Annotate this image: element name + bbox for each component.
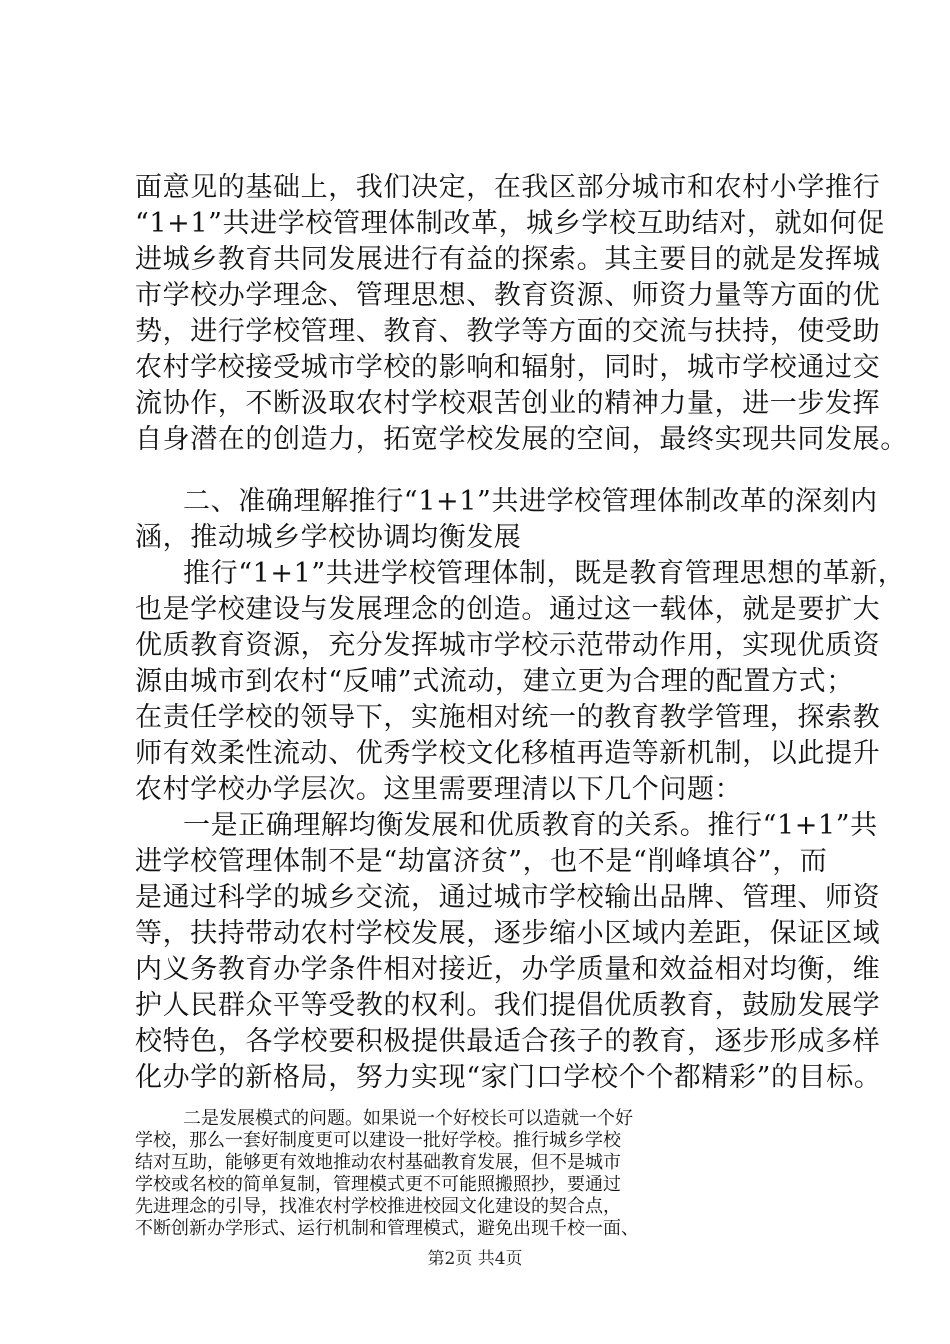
page-footer: 第2页 共4页 [427, 1249, 523, 1269]
paragraph-line: 源由城市到农村“反哺”式流动，建立更为合理的配置方式； [135, 666, 854, 697]
paragraph-line: 师有效柔性流动、优秀学校文化移植再造等新机制，以此提升 [135, 738, 881, 769]
paragraph-line: 化办学的新格局，努力实现“家门口学校个个都精彩”的目标。 [135, 1062, 882, 1093]
paragraph-line: 进学校管理体制不是“劫富济贫”，也不是“削峰填谷”，而 [135, 846, 828, 877]
paragraph-line: 一是正确理解均衡发展和优质教育的关系。推行“1+1”共 [183, 810, 878, 841]
paragraph-line: 护人民群众平等受教的权利。我们提倡优质教育，鼓励发展学 [135, 990, 881, 1021]
paragraph-line: 等，扶持带动农村学校发展，逐步缩小区域内差距，保证区域 [135, 918, 881, 949]
paragraph-line: 流协作，不断汲取农村学校艰苦创业的精神力量，进一步发挥 [135, 388, 881, 419]
paragraph-line: 先进理念的引导，找准农村学校推进校园文化建设的契合点， [135, 1196, 621, 1217]
paragraph-line: 势，进行学校管理、教育、教学等方面的交流与扶持，使受助 [135, 316, 881, 347]
paragraph-line: 也是学校建设与发展理念的创造。通过这一载体，就是要扩大 [135, 594, 881, 625]
paragraph-line: 面意见的基础上，我们决定，在我区部分城市和农村小学推行 [135, 172, 881, 203]
paragraph-line: 农村学校接受城市学校的影响和辐射，同时，城市学校通过交 [135, 352, 881, 383]
paragraph-line: “1+1”共进学校管理体制改革，城乡学校互助结对，就如何促 [135, 208, 885, 239]
paragraph-line: 内义务教育办学条件相对接近，办学质量和效益相对均衡，维 [135, 954, 881, 985]
section-heading-line: 涵，推动城乡学校协调均衡发展 [135, 522, 522, 553]
section-heading-line: 二、准确理解推行“1+1”共进学校管理体制改革的深刻内 [183, 486, 878, 517]
paragraph-line: 是通过科学的城乡交流，通过城市学校输出品牌、管理、师资 [135, 882, 881, 913]
paragraph-line: 在责任学校的领导下，实施相对统一的教育教学管理，探索教 [135, 702, 881, 733]
paragraph-line: 二是发展模式的问题。如果说一个好校长可以造就一个好 [183, 1108, 633, 1129]
paragraph-line: 结对互助，能够更有效地推动农村基础教育发展，但不是城市 [135, 1152, 621, 1173]
paragraph-line: 进城乡教育共同发展进行有益的探索。其主要目的就是发挥城 [135, 244, 881, 275]
paragraph-line: 优质教育资源，充分发挥城市学校示范带动作用，实现优质资 [135, 630, 881, 661]
paragraph-line: 不断创新办学形式、运行机制和管理模式，避免出现千校一面、 [135, 1218, 639, 1239]
paragraph-line: 自身潜在的创造力，拓宽学校发展的空间，最终实现共同发展。 [135, 424, 908, 455]
paragraph-line: 学校或名校的简单复制，管理模式更不可能照搬照抄，要通过 [135, 1174, 621, 1195]
paragraph-line: 推行“1+1”共进学校管理体制，既是教育管理思想的革新， [183, 558, 906, 589]
paragraph-line: 学校，那么一套好制度更可以建设一批好学校。推行城乡学校 [135, 1130, 621, 1151]
paragraph-line: 农村学校办学层次。这里需要理清以下几个问题： [135, 774, 743, 805]
paragraph-line: 校特色，各学校要积极提供最适合孩子的教育，逐步形成多样 [135, 1026, 881, 1057]
paragraph-line: 市学校办学理念、管理思想、教育资源、师资力量等方面的优 [135, 280, 881, 311]
